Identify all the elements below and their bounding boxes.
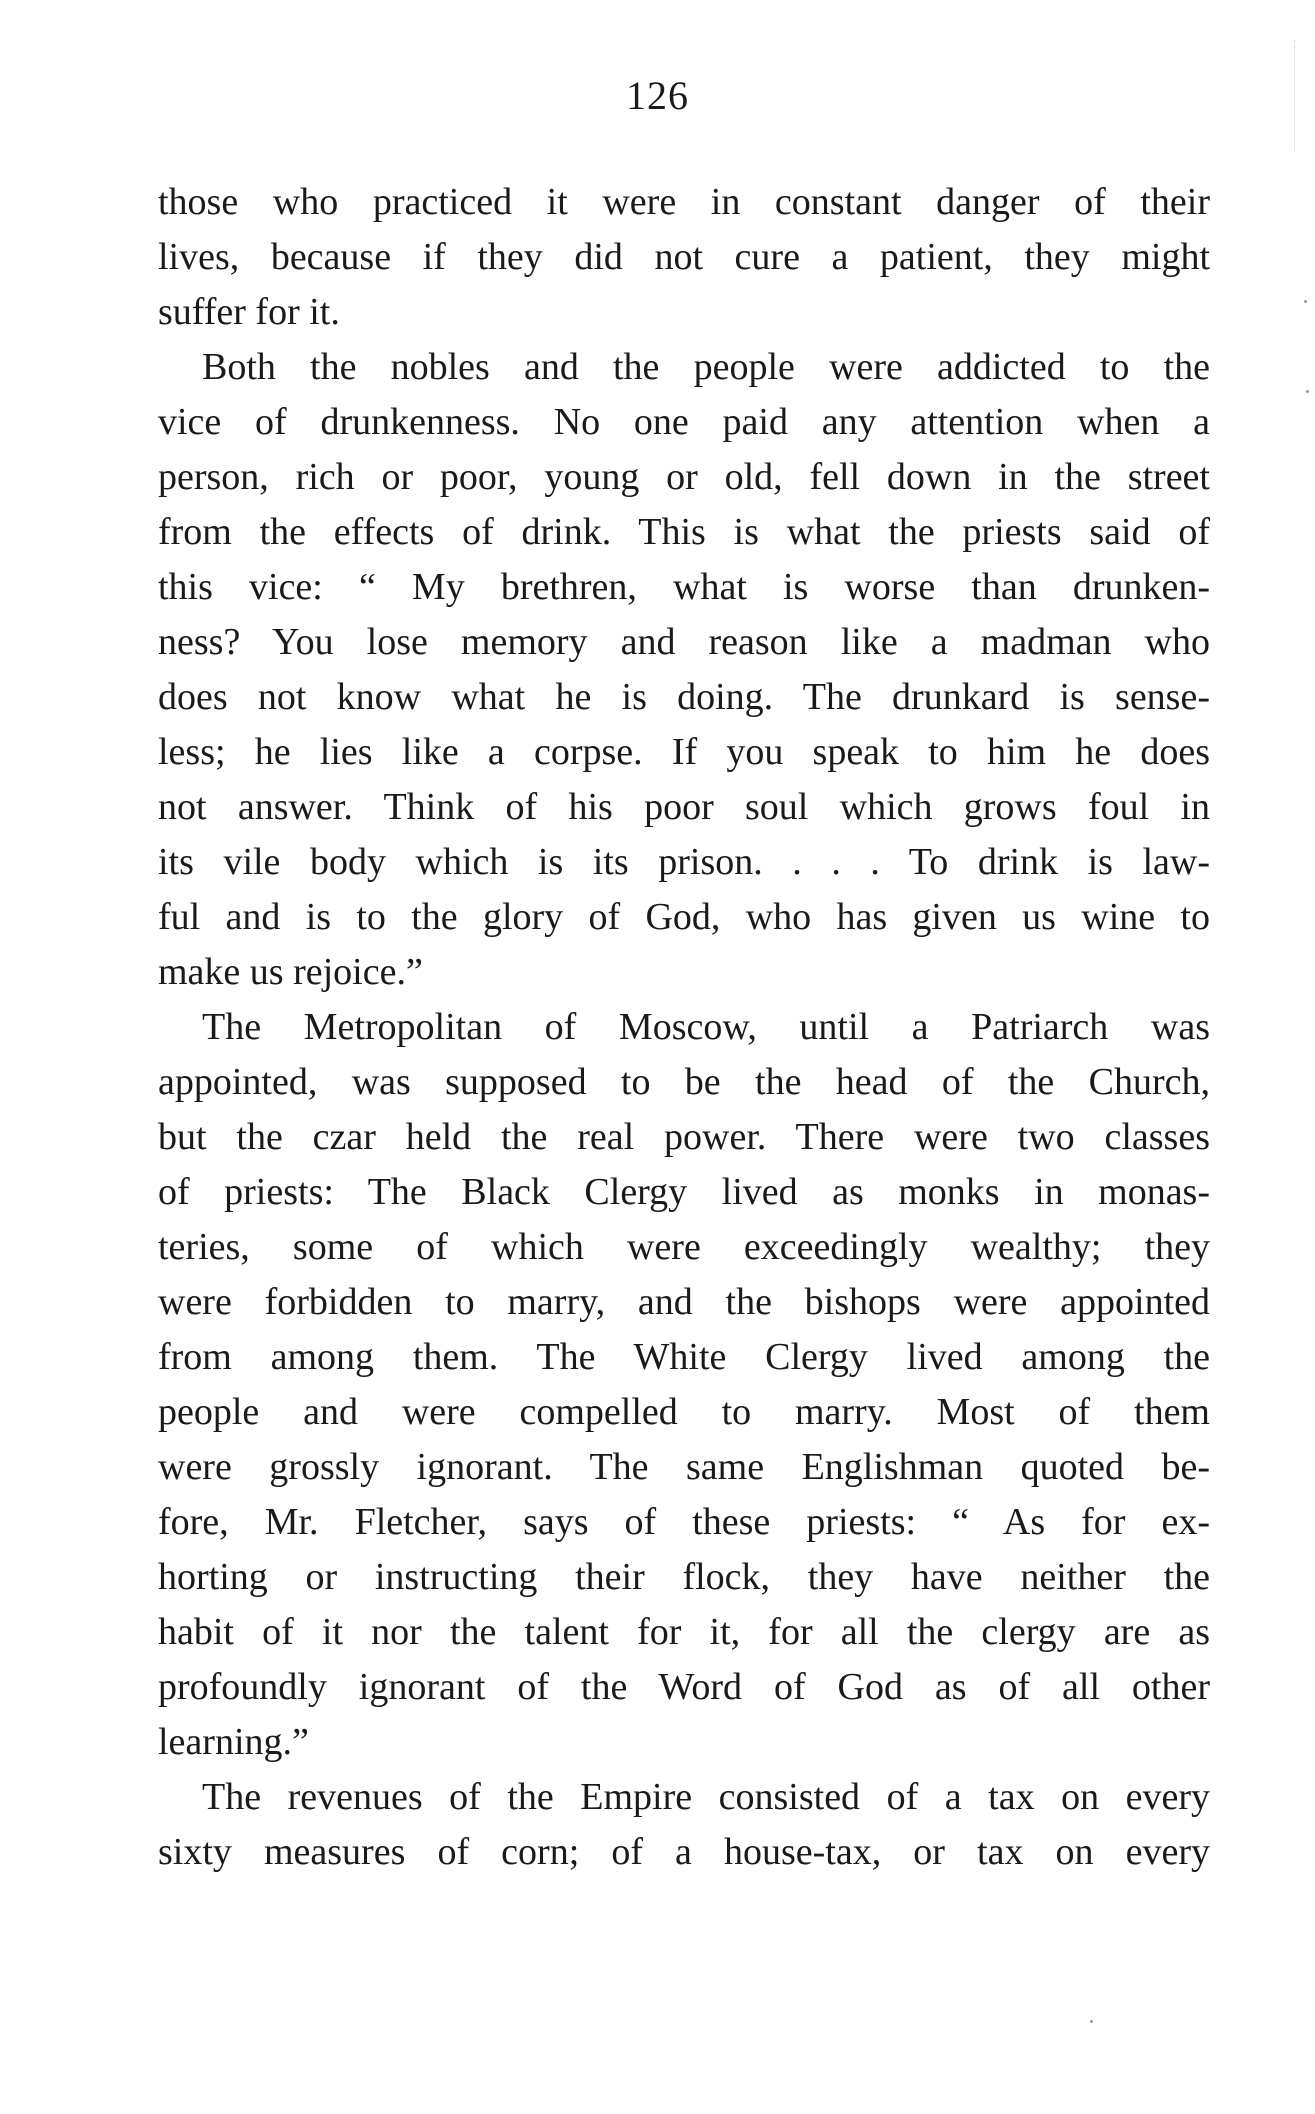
text-line: does not know what he is doing. The drunkard is sense- [158, 676, 1210, 718]
text-line: habit of it nor the talent for it, for all the clergy are as [158, 1611, 1210, 1653]
text-line: this vice: “ My brethren, what is worse than drunken- [158, 566, 1210, 608]
text-line: make us rejoice.” [158, 951, 423, 993]
scan-speck [1090, 2020, 1093, 2023]
text-line: sixty measures of corn; of a house-tax, or tax on every [158, 1831, 1210, 1873]
text-line: learning.” [158, 1721, 309, 1763]
scan-artifact [1294, 40, 1309, 150]
text-line: appointed, was supposed to be the head of the Church, [158, 1061, 1210, 1103]
text-line: fore, Mr. Fletcher, says of these priests: “ As for ex- [158, 1501, 1210, 1543]
text-line: not answer. Think of his poor soul which grows foul in [158, 786, 1210, 828]
text-line: from among them. The White Clergy lived among the [158, 1336, 1210, 1378]
text-line: its vile body which is its prison. . . . To drink is law- [158, 841, 1210, 883]
text-line: were grossly ignorant. The same Englishman quoted be- [158, 1446, 1210, 1488]
text-line: lives, because if they did not cure a patient, they might [158, 236, 1210, 278]
text-line: person, rich or poor, young or old, fell down in the street [158, 456, 1210, 498]
page-number: 126 [626, 73, 689, 118]
text-line: from the effects of drink. This is what the priests said of [158, 511, 1210, 553]
text-line: vice of drunkenness. No one paid any attention when a [158, 401, 1210, 443]
text-line: ness? You lose memory and reason like a madman who [158, 621, 1210, 663]
text-line: profoundly ignorant of the Word of God as of all other [158, 1666, 1210, 1708]
text-line: ful and is to the glory of God, who has given us wine to [158, 896, 1210, 938]
text-line: The Metropolitan of Moscow, until a Patriarch was [202, 1006, 1210, 1048]
text-line: but the czar held the real power. There were two classes [158, 1116, 1210, 1158]
text-line: teries, some of which were exceedingly wealthy; they [158, 1226, 1210, 1268]
text-line: suffer for it. [158, 291, 340, 333]
text-line: The revenues of the Empire consisted of a tax on every [202, 1776, 1210, 1818]
text-line: people and were compelled to marry. Most of them [158, 1391, 1210, 1433]
text-line: less; he lies like a corpse. If you speak to him he does [158, 731, 1210, 773]
body-text [158, 175, 1210, 1880]
scan-speck [1306, 390, 1309, 393]
text-line: Both the nobles and the people were addicted to the [202, 346, 1210, 388]
text-line: those who practiced it were in constant danger of their [158, 181, 1210, 223]
scan-speck [1304, 300, 1307, 303]
text-line: were forbidden to marry, and the bishops were appointed [158, 1281, 1210, 1323]
text-line: horting or instructing their flock, they have neither the [158, 1556, 1210, 1598]
text-line: of priests: The Black Clergy lived as monks in monas- [158, 1171, 1210, 1213]
